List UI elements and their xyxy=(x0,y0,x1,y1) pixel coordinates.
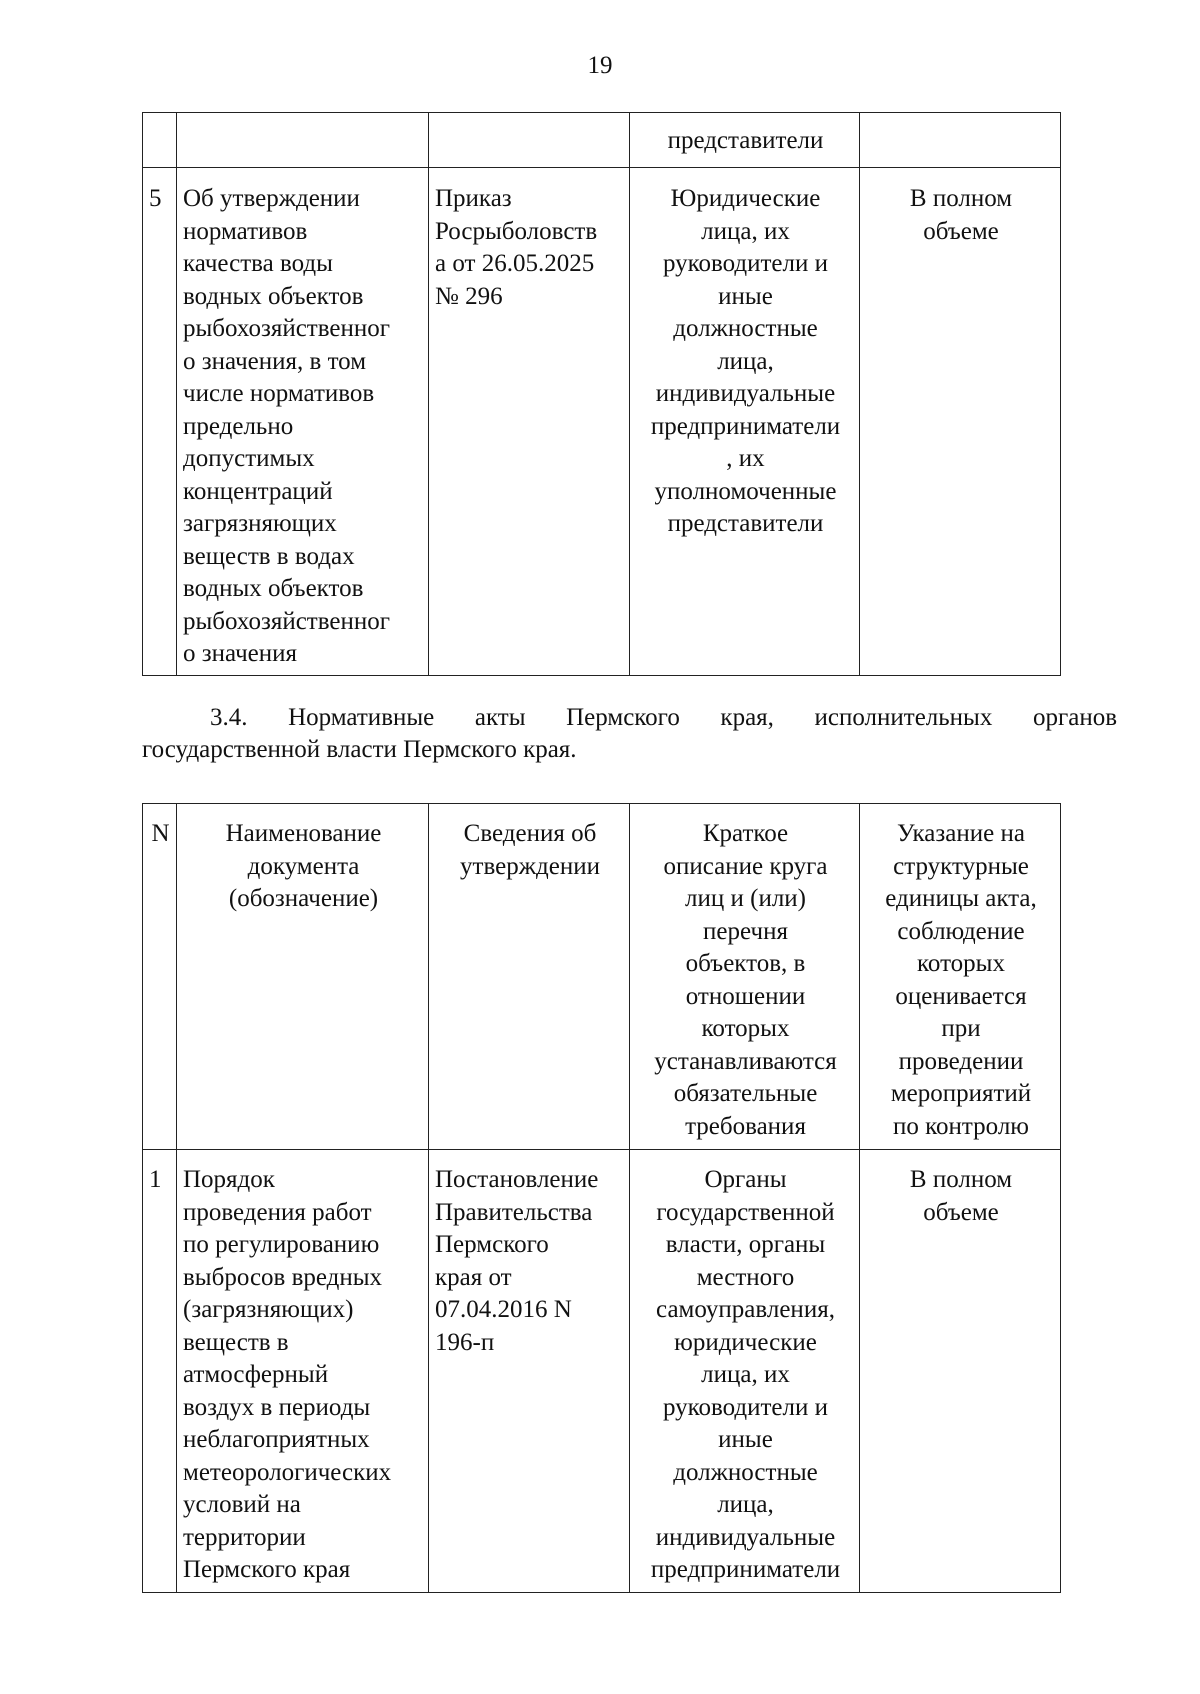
cell-num xyxy=(143,113,177,168)
section-paragraph xyxy=(142,702,1117,766)
cell-units: В полном объеме xyxy=(860,168,1061,676)
page-number: 19 xyxy=(587,52,613,79)
cell-approval xyxy=(429,113,630,168)
cell-name xyxy=(177,113,429,168)
table-regional-acts xyxy=(142,803,1061,1593)
header-subjects: Краткое описание круга лиц и (или) перечня объектов, в отношении которых устанавливаются обязательные требования xyxy=(630,804,860,1150)
table-header-row xyxy=(143,804,1061,1150)
cell-num: 1 xyxy=(143,1150,177,1593)
cell-approval: Постановление Правительства Пермского края от 07.04.2016 N 196-п xyxy=(429,1150,630,1593)
section-line-1: 3.4. Нормативные акты Пермского края, исполнительных органов xyxy=(210,704,1117,731)
header-num: N xyxy=(143,804,177,1150)
cell-subjects: Юридические лица, их руководители и иные должностные лица, индивидуальные предприниматели , их уполномоченные представители xyxy=(630,168,860,676)
cell-name: Порядок проведения работ по регулированию выбросов вредных (загрязняющих) веществ в атмосферный воздух в периоды неблагоприятных метеорологических условий на территории Пермского края xyxy=(177,1150,429,1593)
cell-subjects: Органы государственной власти, органы местного самоуправления, юридические лица, их руководители и иные должностные лица, индивидуальные предприниматели xyxy=(630,1150,860,1593)
cell-subjects: представители xyxy=(630,113,860,168)
header-units: Указание на структурные единицы акта, соблюдение которых оценивается при проведении мероприятий по контролю xyxy=(860,804,1061,1150)
section-line-2: государственной власти Пермского края. xyxy=(142,736,577,763)
cell-name: Об утверждении нормативов качества воды водных объектов рыбохозяйственног о значения, в том числе нормативов предельно допустимых концентраций загрязняющих веществ в водах водных объектов рыбохозяйственног о значения xyxy=(177,168,429,676)
cell-num: 5 xyxy=(143,168,177,676)
cell-approval: Приказ Росрыболовств а от 26.05.2025 № 296 xyxy=(429,168,630,676)
cell-units xyxy=(860,113,1061,168)
cell-units: В полном объеме xyxy=(860,1150,1061,1593)
header-approval: Сведения об утверждении xyxy=(429,804,630,1150)
table-row xyxy=(143,168,1061,676)
header-name: Наименование документа (обозначение) xyxy=(177,804,429,1150)
table-continued xyxy=(142,112,1061,676)
table-row xyxy=(143,113,1061,168)
table-row xyxy=(143,1150,1061,1593)
